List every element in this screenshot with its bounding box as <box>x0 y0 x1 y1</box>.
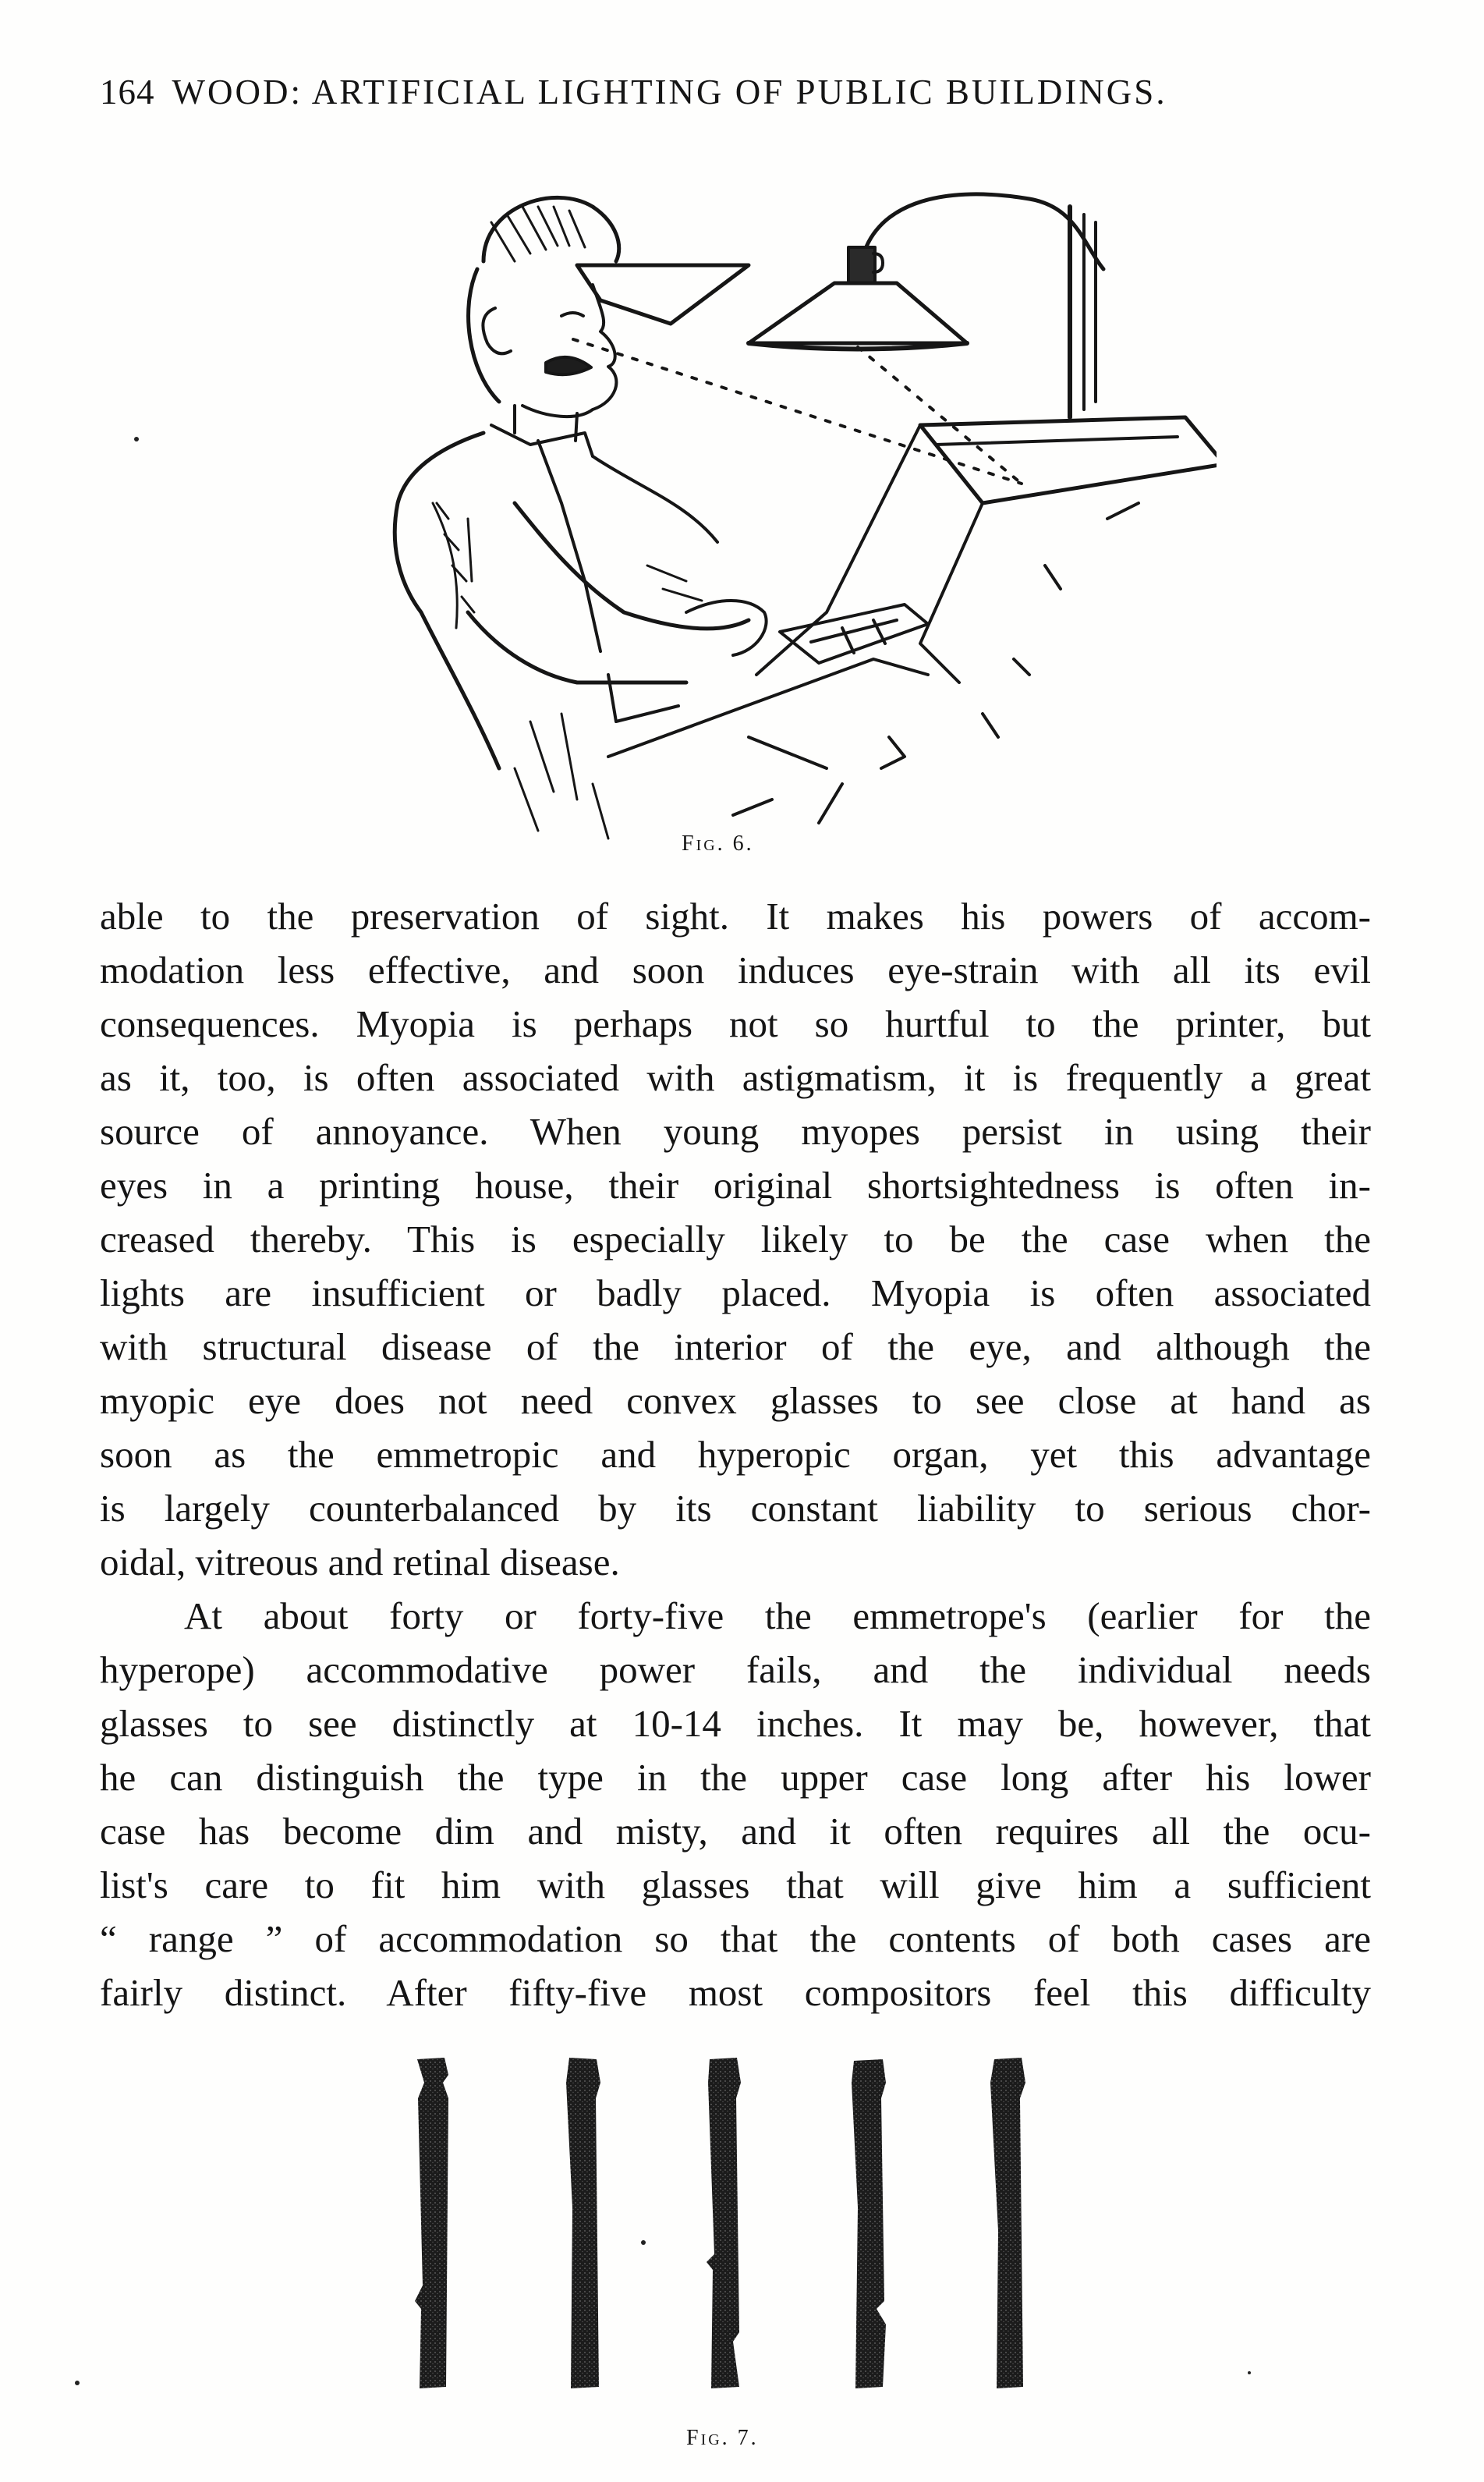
type-sorts-icon <box>406 2051 1076 2402</box>
paragraph-2 <box>100 1589 1371 2019</box>
text-line: “ range ” of accommodation so that the contents of both cases are <box>100 1917 1371 1960</box>
figure-6-illustration <box>281 176 1217 854</box>
body-text <box>100 889 1371 2019</box>
text-line: glasses to see distinctly at 10-14 inches. It may be, however, that <box>100 1702 1371 1745</box>
print-speck <box>134 437 139 441</box>
figure-6-caption: Fig. 6. <box>682 831 754 856</box>
text-line: modation less effective, and soon induces eye-strain with all its evil <box>100 948 1371 991</box>
text-line: he can distinguish the type in the upper case long after his lower <box>100 1756 1371 1799</box>
text-line: fairly distinct. After fifty-five most compositors feel this difficulty <box>100 1971 1371 2014</box>
figure-7-illustration <box>406 2051 1076 2402</box>
page-number: 164 <box>100 73 155 112</box>
text-line: lights are insufficient or badly placed. Myopia is often associated <box>100 1271 1371 1314</box>
text-line: eyes in a printing house, their original shortsightedness is often in- <box>100 1164 1371 1207</box>
text-line: with structural disease of the interior of the eye, and although the <box>100 1325 1371 1368</box>
type-sort-5 <box>990 2058 1025 2388</box>
text-line: soon as the emmetropic and hyperopic organ, yet this advantage <box>100 1433 1371 1476</box>
print-speck <box>75 2381 80 2385</box>
type-sort-4 <box>852 2059 886 2388</box>
text-line: myopic eye does not need convex glasses to see close at hand as <box>100 1379 1371 1422</box>
paragraph-1 <box>100 889 1371 1589</box>
text-line: consequences. Myopia is perhaps not so hurtful to the printer, but <box>100 1002 1371 1045</box>
running-header <box>100 72 1167 112</box>
text-line: as it, too, is often associated with astigmatism, it is frequently a great <box>100 1056 1371 1099</box>
text-line: source of annoyance. When young myopes persist in using their <box>100 1110 1371 1153</box>
text-line: oidal, vitreous and retinal disease. <box>100 1541 620 1583</box>
running-title: WOOD: ARTIFICIAL LIGHTING OF PUBLIC BUILDINGS. <box>172 73 1167 112</box>
text-line: hyperope) accommodative power fails, and the individual needs <box>100 1648 1371 1691</box>
type-sort-1 <box>415 2058 448 2388</box>
text-line: is largely counterbalanced by its constant liability to serious chor- <box>100 1487 1371 1530</box>
text-line: At about forty or forty-five the emmetrope's (earlier for the <box>184 1594 1371 1637</box>
text-line: able to the preservation of sight. It makes his powers of accom- <box>100 895 1371 938</box>
type-sort-2 <box>566 2058 600 2388</box>
text-line: creased thereby. This is especially likely to be the case when the <box>100 1218 1371 1261</box>
figure-7-caption: Fig. 7. <box>686 2426 759 2450</box>
text-line: case has become dim and misty, and it often requires all the ocu- <box>100 1810 1371 1853</box>
text-line: list's care to fit him with glasses that will give him a sufficient <box>100 1863 1371 1906</box>
type-sort-3 <box>707 2058 741 2388</box>
compositor-lamp-engraving-icon <box>281 176 1217 854</box>
print-speck <box>1248 2371 1251 2374</box>
